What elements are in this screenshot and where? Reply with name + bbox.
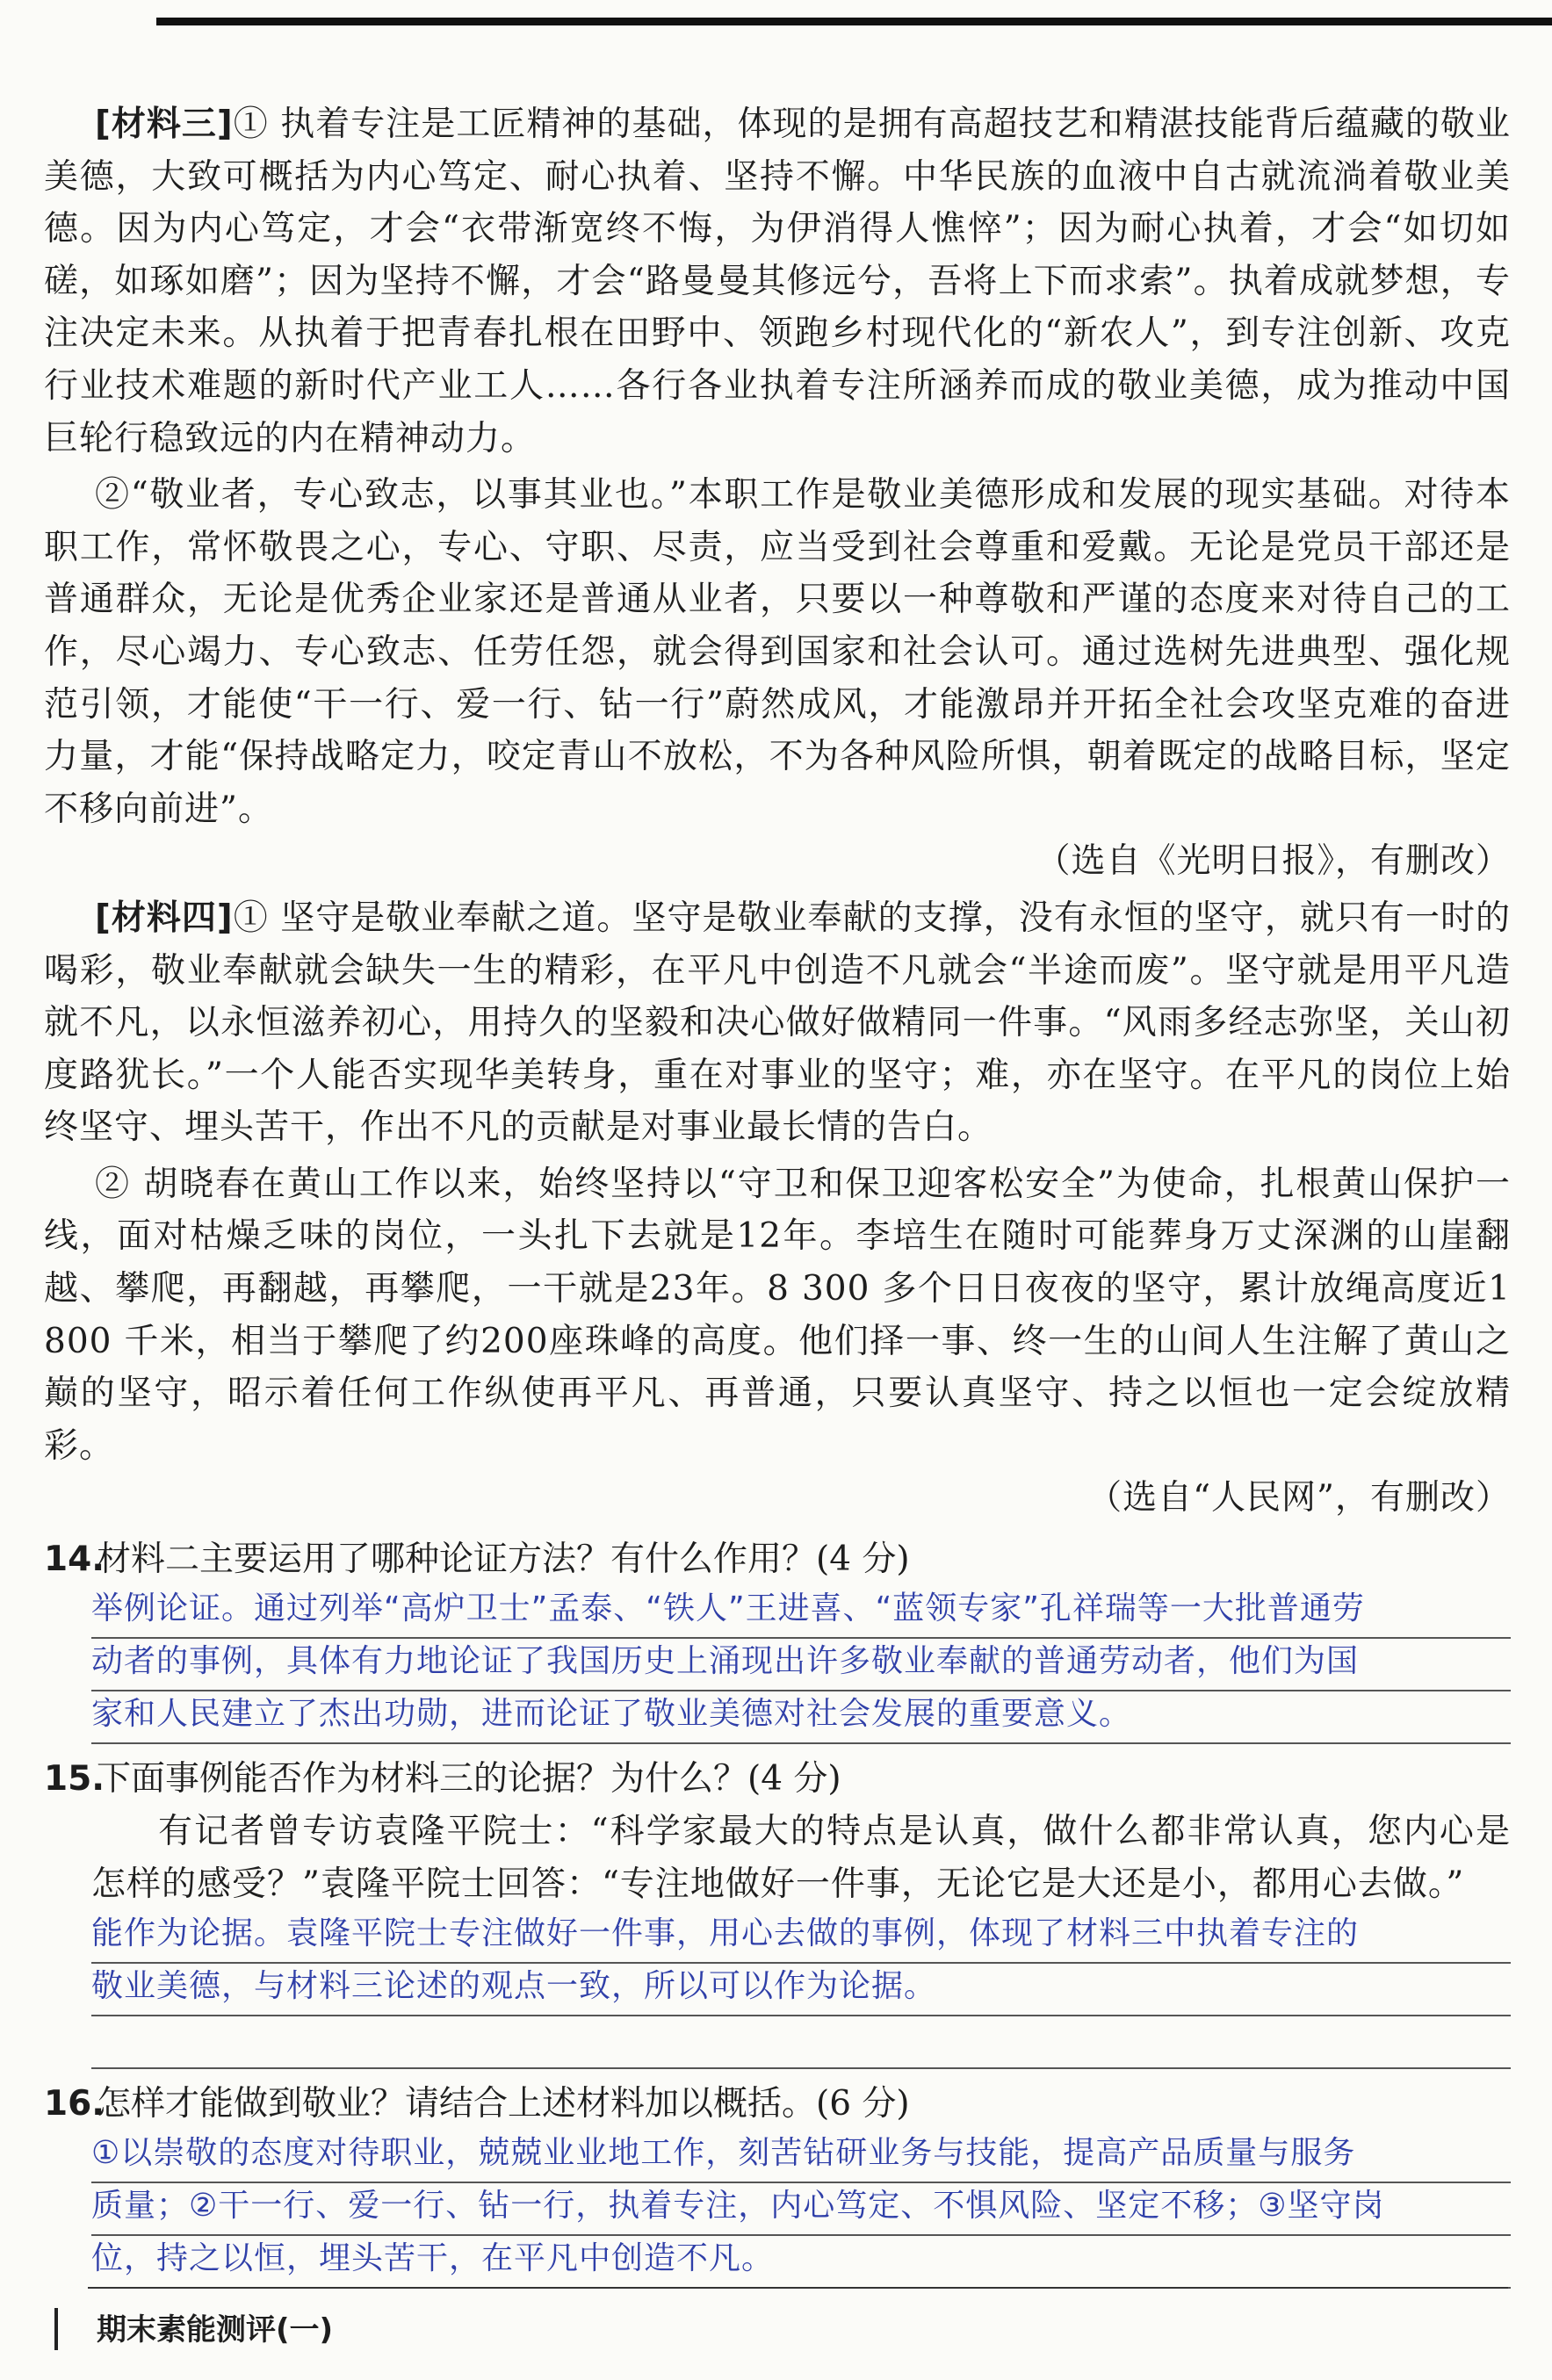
q15-number: 15.: [44, 1759, 105, 1799]
q14-number: 14.: [44, 1540, 105, 1580]
q15-answer[interactable]: [91, 1911, 1511, 2069]
q16-number: 16.: [44, 2084, 105, 2124]
material3-label: [材料三]: [95, 105, 234, 144]
q14-answer[interactable]: [91, 1586, 1511, 1744]
material4-p2-text: ② 胡晓春在黄山工作以来，始终坚持以“守卫和保卫迎客松安全”为使命，扎根黄山保护一线，面对枯燥乏味的岗位，一头扎下去就是12年。李培生在随时可能葬身万丈深渊的山崖翻越、攀爬，再翻越，再攀爬，一干就是23年。8 300 多个日日夜夜的坚守，累计放绳高度近1 800 千米，相当于攀爬了约200座珠峰的高度。他们择一事、终一生的山间人生注解了黄山之巅的坚守，昭示着任何工作纵使再平凡、再普通，只要认真坚守、持之以恒也一定会绽放精彩。: [44, 1164, 1511, 1466]
top-rule: [156, 18, 1552, 25]
q14-text: 材料二主要运用了哪种论证方法？有什么作用？(4 分): [97, 1540, 910, 1580]
q15-prompt: [44, 1753, 1511, 1806]
q14-answer-line: 举例论证。通过列举“高炉卫士”孟泰、“铁人”王进喜、“蓝领专家”孔祥瑞等一大批普通劳: [91, 1586, 1511, 1639]
question-14: [44, 1533, 1511, 1744]
q15-quote-block: [91, 1806, 1511, 1910]
q16-answer[interactable]: [91, 2131, 1511, 2289]
q15-answer-line: [91, 2016, 1511, 2069]
q15-quote: 有记者曾专访袁隆平院士：“科学家最大的特点是认真，做什么都非常认真，您内心是怎样的感受？”袁隆平院士回答：“专注地做好一件事，无论它是大还是小，都用心去做。”: [91, 1812, 1511, 1904]
q16-answer-line: ①以崇敬的态度对待职业，兢兢业业地工作，刻苦钻研业务与技能，提高产品质量与服务: [91, 2131, 1511, 2183]
q16-answer-line: 位，持之以恒，埋头苦干，在平凡中创造不凡。: [91, 2236, 1511, 2289]
q16-prompt: [44, 2078, 1511, 2131]
q15-answer-line: 敬业美德，与材料三论述的观点一致，所以可以作为论据。: [91, 1964, 1511, 2016]
question-16: [44, 2078, 1511, 2289]
material4-p1: [44, 892, 1511, 1154]
material4-source: （选自“人民网”，有删改）: [1087, 1478, 1511, 1518]
material3-p1: [44, 98, 1511, 465]
q15-answer-line: 能作为论据。袁隆平院士专注做好一件事，用心去做的事例，体现了材料三中执着专注的: [91, 1911, 1511, 1964]
material4-p1-text: ① 坚守是敬业奉献之道。坚守是敬业奉献的支撑，没有永恒的坚守，就只有一时的喝彩，敬业奉献就会缺失一生的精彩，在平凡中创造不凡就会“半途而废”。坚守就是用平凡造就不凡，以永恒滋养初心，用持久的坚毅和决心做好做精同一件事。“风雨多经志弥坚，关山初度路犹长。”一个人能否实现华美转身，重在对事业的坚守；难，亦在坚守。在平凡的岗位上始终坚守、埋头苦干，作出不凡的贡献是对事业最长情的告白。: [44, 898, 1511, 1148]
material3-p2-text: ②“敬业者，专心致志，以事其业也。”本职工作是敬业美德形成和发展的现实基础。对待本职工作，常怀敬畏之心，专心、守职、尽责，应当受到社会尊重和爱戴。无论是党员干部还是普通群众，无论是优秀企业家还是普通从业者，只要以一种尊敬和严谨的态度来对待自己的工作，尽心竭力、专心致志、任劳任怨，就会得到国家和社会认可。通过选树先进典型、强化规范引领，才能使“干一行、爱一行、钻一行”蔚然成风，才能激昂并开拓全社会攻坚克难的奋进力量，才能“保持战略定力，咬定青山不放松，不为各种风险所惧，朝着既定的战略目标，坚定不移向前进”。: [44, 475, 1511, 829]
page-content: [44, 98, 1511, 2289]
q16-answer-line: 质量；②干一行、爱一行、钻一行，执着专注，内心笃定、不惧风险、坚定不移；③坚守岗: [91, 2183, 1511, 2236]
q14-prompt: [44, 1533, 1511, 1586]
q14-answer-line: 家和人民建立了杰出功勋，进而论证了敬业美德对社会发展的重要意义。: [91, 1691, 1511, 1744]
footer-rule: [88, 2287, 1508, 2289]
material3-p2: [44, 469, 1511, 888]
q16-text: 怎样才能做到敬业？请结合上述材料加以概括。(6 分): [97, 2084, 910, 2124]
footer-title: 期末素能测评(一): [97, 2312, 334, 2348]
material3-source: （选自《光明日报》，有删改）: [1036, 841, 1511, 882]
q15-text: 下面事例能否作为材料三的论据？为什么？(4 分): [97, 1759, 841, 1799]
material3-p1-text: ① 执着专注是工匠精神的基础，体现的是拥有高超技艺和精湛技能背后蕴藏的敬业美德，大致可概括为内心笃定、耐心执着、坚持不懈。中华民族的血液中自古就流淌着敬业美德。因为内心笃定，才会“衣带渐宽终不悔，为伊消得人憔悴”；因为耐心执着，才会“如切如磋，如琢如磨”；因为坚持不懈，才会“路曼曼其修远兮，吾将上下而求索”。执着成就梦想，专注决定未来。从执着于把青春扎根在田野中、领跑乡村现代化的“新农人”，到专注创新、攻克行业技术难题的新时代产业工人……各行各业执着专注所涵养而成的敬业美德，成为推动中国巨轮行稳致远的内在精神动力。: [44, 105, 1511, 458]
material4-p2: [44, 1158, 1511, 1525]
q14-answer-line: 动者的事例，具体有力地论证了我国历史上涌现出许多敬业奉献的普通劳动者，他们为国: [91, 1639, 1511, 1691]
question-15: [44, 1753, 1511, 2069]
material4-label: [材料四]: [95, 898, 234, 938]
footer-bar: [54, 2308, 58, 2350]
